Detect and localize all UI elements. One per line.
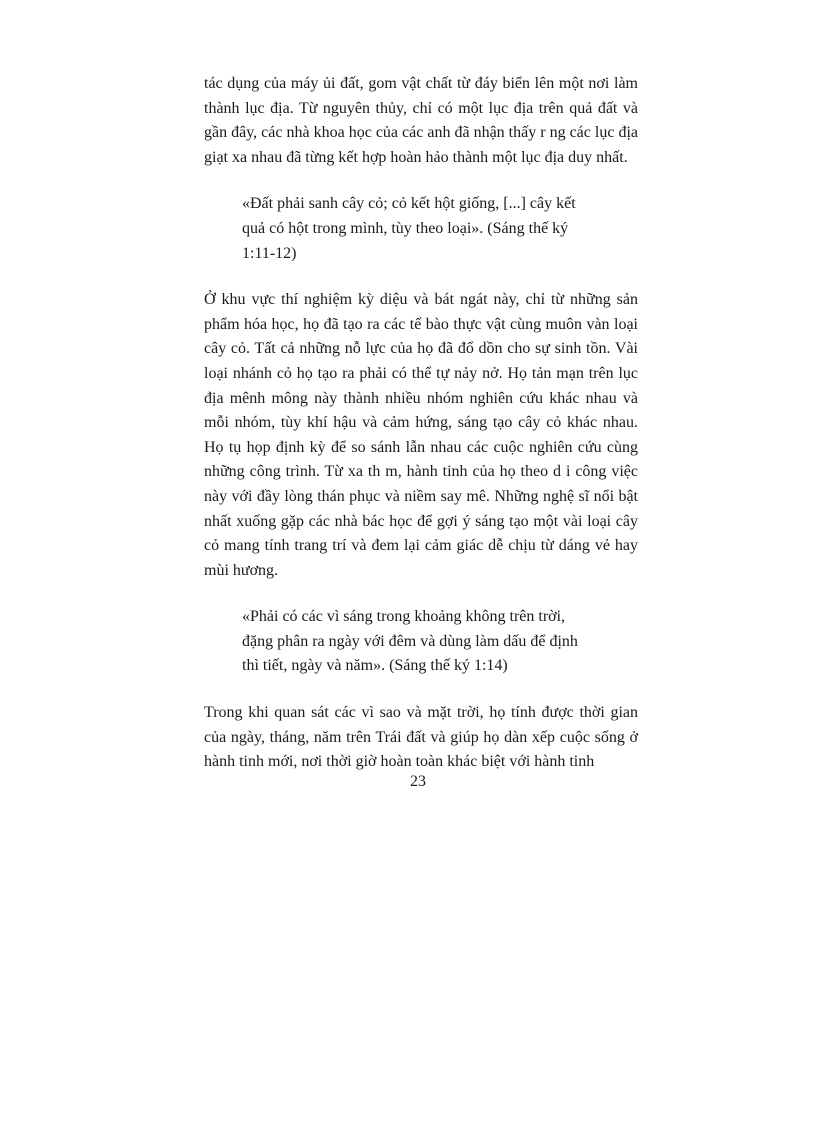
page-body xyxy=(204,72,638,775)
paragraph-1: tác dụng của máy ủi đất, gom vật chất từ đáy biển lên một nơi làm thành lục địa. Từ nguyên thủy, chỉ có một lục địa trên quả đất và gần đây, các nhà khoa học của các anh đã nhận thấy r ng các lục địa giạt xa nhau đã từng kết hợp hoàn hảo thành một lục địa duy nhất. xyxy=(204,75,638,166)
scripture-quote-2: «Phải có các vì sáng trong khoảng không trên trời, đặng phân ra ngày với đêm và dùng làm dấu để định thì tiết, ngày và năm». (Sáng thế ký 1:14) xyxy=(242,608,578,675)
paragraph-3: Trong khi quan sát các vì sao và mặt trời, họ tính được thời gian của ngày, tháng, năm trên Trái đất và giúp họ dàn xếp cuộc sống ở hành tinh mới, nơi thời giờ hoàn toàn khác biệt với hành tinh xyxy=(204,704,638,771)
page-number: 23 xyxy=(410,773,426,790)
paragraph-2: Ở khu vực thí nghiệm kỳ diệu và bát ngát này, chỉ từ những sản phẩm hóa học, họ đã tạo ra các tế bào thực vật cùng muôn vàn loại cây cỏ. Tất cả những nỗ lực của họ đã đổ dồn cho sự sinh tồn. Vài loại nhánh cỏ họ tạo ra phải có thể tự nảy nở. Họ tản mạn trên lục địa mênh mông này thành nhiều nhóm nghiên cứu khác nhau và mỗi nhóm, tùy khí hậu và cảm hứng, sáng tạo cây cỏ khác nhau. Họ tụ họp định kỳ để so sánh lẫn nhau các cuộc nghiên cứu cùng những công trình. Từ xa th m, hành tinh của họ theo d i công việc này với đầy lòng thán phục và niềm say mê. Những nghệ sĩ nổi bật nhất xuống gặp các nhà bác học để gợi ý sáng tạo một vài loại cây cỏ mang tính trang trí và đem lại cảm giác dễ chịu từ dáng vẻ hay mùi hương. xyxy=(204,291,638,579)
scripture-quote-1: «Đất phải sanh cây cỏ; cỏ kết hột giống, [...] cây kết quả có hột trong mình, tùy theo loại». (Sáng thế ký 1:11-12) xyxy=(242,195,576,262)
